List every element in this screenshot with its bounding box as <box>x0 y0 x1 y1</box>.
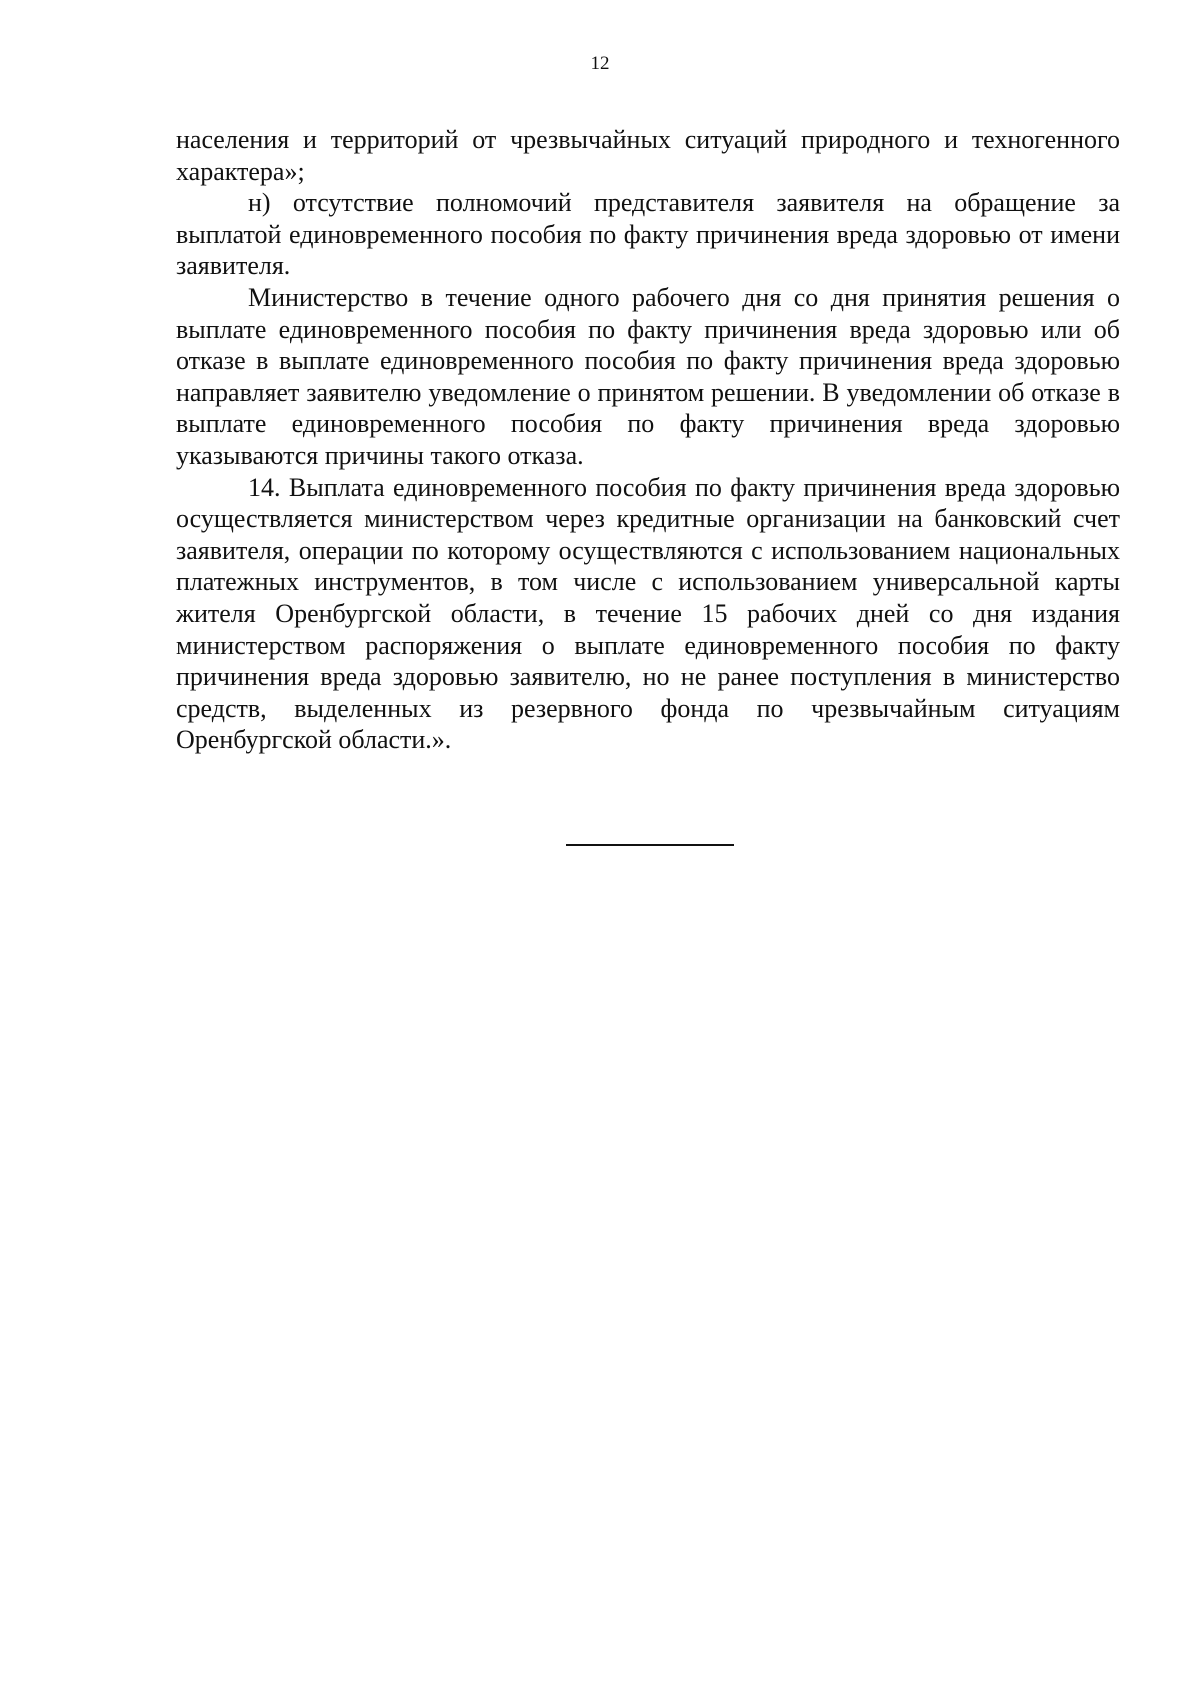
end-divider-line <box>566 844 734 846</box>
paragraph-item-14: 14. Выплата единовременного пособия по факту причинения вреда здоровью осуществляется министерством через кредитные организации на банковский счет заявителя, операции по которому осуществляются с использованием национальных платежных инструментов, в том числе с использованием универсальной карты жителя Оренбургской области, в течение 15 рабочих дней со дня издания министерством распоряжения о выплате единовременного пособия по факту причинения вреда здоровью заявителю, но не ранее поступления в министерство средств, выделенных из резервного фонда по чрезвычайным ситуациям Оренбургской области.». <box>176 472 1120 755</box>
paragraph-notification: Министерство в течение одного рабочего дня со дня принятия решения о выплате единовременного пособия по факту причинения вреда здоровью или об отказе в выплате единовременного пособия по факту причинения вреда здоровью направляет заявителю уведомление о принятом решении. В уведомлении об отказе в выплате единовременного пособия по факту причинения вреда здоровью указываются причины такого отказа. <box>176 282 1120 470</box>
paragraph-item-n: н) отсутствие полномочий представителя заявителя на обращение за выплатой единовременного пособия по факту причинения вреда здоровью от имени заявителя. <box>176 188 1120 281</box>
document-body <box>176 124 1120 756</box>
paragraph-continuation: населения и территорий от чрезвычайных ситуаций природного и техногенного характера»; <box>176 125 1120 186</box>
page-number: 12 <box>590 53 610 74</box>
